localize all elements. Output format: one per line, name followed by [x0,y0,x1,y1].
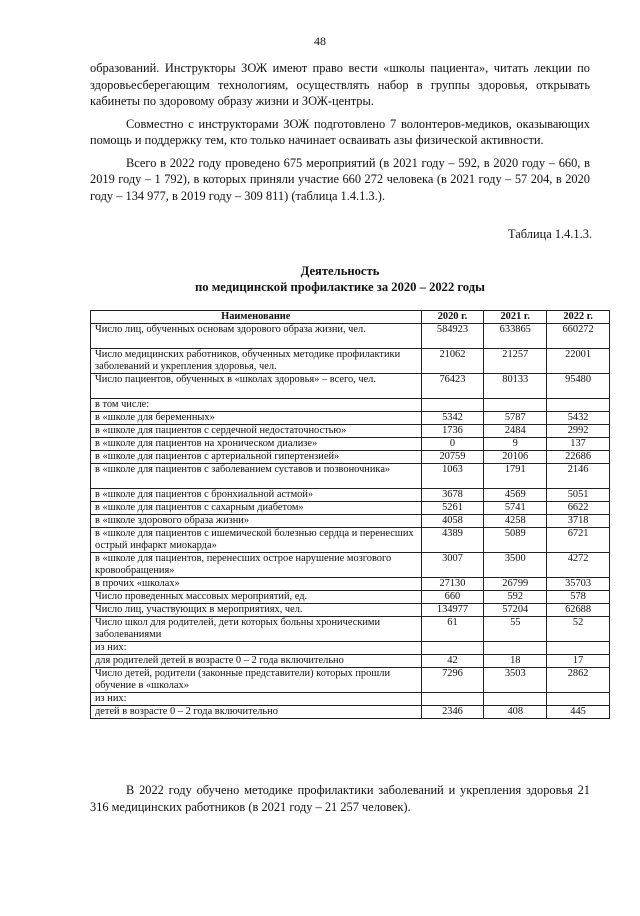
header-2020: 2020 г. [421,311,484,324]
row-2022-cell: 35703 [547,578,610,591]
row-name-cell: в «школе для пациентов с артериальной гипертензией» [91,451,422,464]
row-2020-cell: 5261 [421,502,484,515]
row-2022-cell: 445 [547,706,610,719]
row-name-cell: в «школе здорового образа жизни» [91,515,422,528]
page-number: 48 [314,34,326,48]
row-2022-cell [547,399,610,412]
table-row [91,617,610,642]
row-2021-cell: 3500 [484,553,547,578]
row-2020-cell: 1063 [421,464,484,489]
table-row [91,464,610,489]
row-2021-cell: 4258 [484,515,547,528]
row-2021-cell: 20106 [484,451,547,464]
row-name-cell: Число медицинских работников, обученных методике профилактики заболеваний и укрепления здоровья, чел. [91,349,422,374]
row-2021-cell: 26799 [484,578,547,591]
table-row [91,642,610,655]
row-2022-cell: 660272 [547,324,610,349]
header-name: Наименование [91,311,422,324]
table-row [91,528,610,553]
table-row [91,438,610,451]
table-caption: Таблица 1.4.1.3. [508,227,592,241]
table-title-line-2: по медицинской профилактике за 2020 – 2022 годы [195,280,485,294]
paragraph-2: Совместно с инструкторами ЗОЖ подготовлено 7 волонтеров-медиков, оказывающих помощь и поддержку тем, кто только начинает осваивать азы физической активности. [90,116,590,147]
row-2021-cell [484,399,547,412]
row-2020-cell: 7296 [421,668,484,693]
row-2020-cell: 584923 [421,324,484,349]
row-2021-cell: 1791 [484,464,547,489]
row-2021-cell: 2484 [484,425,547,438]
paragraph-3: Всего в 2022 году проведено 675 мероприятий (в 2021 году – 592, в 2020 году – 660, в 2019 году – 1 792), в которых приняли участие 660 272 человека (в 2021 году – 57 204, в 2020 году – 134 977, в 2019 году – 309 811) (таблица 1.4.1.3.). [90,155,590,203]
prevention-table [90,310,610,719]
table-row [91,489,610,502]
row-2021-cell: 18 [484,655,547,668]
row-2021-cell: 633865 [484,324,547,349]
table-row [91,412,610,425]
row-name-cell: Число проведенных массовых мероприятий, ед. [91,591,422,604]
row-2022-cell: 3718 [547,515,610,528]
footer-text [90,782,590,815]
row-2022-cell: 6721 [547,528,610,553]
row-name-cell: в том числе: [91,399,422,412]
table-row [91,553,610,578]
row-2022-cell: 62688 [547,604,610,617]
row-2022-cell: 5432 [547,412,610,425]
table-row [91,399,610,412]
table-row [91,693,610,706]
row-2022-cell: 52 [547,617,610,642]
row-2022-cell [547,642,610,655]
paragraph-1: образований. Инструкторы ЗОЖ имеют право вести «школы пациента», читать лекции по здоровьесберегающим технологиям, осуществлять набор в группы здоровья, открывать кабинеты по здоровому образу жизни и ЗОЖ-центры. [90,61,590,108]
row-2022-cell: 4272 [547,553,610,578]
row-2021-cell: 408 [484,706,547,719]
row-2022-cell: 22686 [547,451,610,464]
row-2020-cell: 4389 [421,528,484,553]
row-2020-cell: 134977 [421,604,484,617]
row-2022-cell [547,693,610,706]
row-2022-cell: 6622 [547,502,610,515]
row-2020-cell: 2346 [421,706,484,719]
row-2021-cell: 9 [484,438,547,451]
row-name-cell: Число школ для родителей, дети которых больны хроническими заболеваниями [91,617,422,642]
row-2020-cell: 5342 [421,412,484,425]
row-2020-cell: 20759 [421,451,484,464]
row-name-cell: в «школе для пациентов с бронхиальной астмой» [91,489,422,502]
row-name-cell: из них: [91,642,422,655]
row-name-cell: в «школе для пациентов с ишемической болезнью сердца и перенесших острый инфаркт миокарда» [91,528,422,553]
row-name-cell: в «школе для пациентов, перенесших острое нарушение мозгового кровообращения» [91,553,422,578]
row-name-cell: из них: [91,693,422,706]
row-2020-cell: 27130 [421,578,484,591]
table-row [91,591,610,604]
table-row [91,706,610,719]
table-row [91,604,610,617]
row-2020-cell: 3678 [421,489,484,502]
row-2022-cell: 578 [547,591,610,604]
row-name-cell: Число детей, родители (законные представители) которых прошли обучение в «школах» [91,668,422,693]
row-2021-cell: 5089 [484,528,547,553]
row-2020-cell: 1736 [421,425,484,438]
row-2020-cell: 3007 [421,553,484,578]
row-2021-cell: 5741 [484,502,547,515]
row-2021-cell [484,693,547,706]
row-2021-cell: 80133 [484,374,547,399]
header-2021: 2021 г. [484,311,547,324]
row-2020-cell [421,642,484,655]
row-name-cell: детей в возрасте 0 – 2 года включительно [91,706,422,719]
row-2021-cell: 4569 [484,489,547,502]
row-2022-cell: 17 [547,655,610,668]
row-2021-cell: 55 [484,617,547,642]
row-2020-cell: 21062 [421,349,484,374]
table-row [91,515,610,528]
row-2020-cell: 660 [421,591,484,604]
row-2021-cell: 57204 [484,604,547,617]
row-name-cell: для родителей детей в возрасте 0 – 2 года включительно [91,655,422,668]
table-row [91,349,610,374]
row-name-cell: в «школе для пациентов с сахарным диабетом» [91,502,422,515]
row-name-cell: Число лиц, обученных основам здорового образа жизни, чел. [91,324,422,349]
table-title [90,263,590,295]
table-title-line-1: Деятельность [300,264,380,278]
table-row [91,668,610,693]
row-2020-cell: 0 [421,438,484,451]
table-header-row [91,311,610,324]
row-2020-cell: 76423 [421,374,484,399]
row-name-cell: в «школе для пациентов с заболеванием суставов и позвоночника» [91,464,422,489]
row-name-cell: Число лиц, участвующих в мероприятиях, чел. [91,604,422,617]
header-2022: 2022 г. [547,311,610,324]
row-name-cell: в прочих «школах» [91,578,422,591]
row-2021-cell: 21257 [484,349,547,374]
table-row [91,324,610,349]
row-name-cell: Число пациентов, обученных в «школах здоровья» – всего, чел. [91,374,422,399]
row-2021-cell: 592 [484,591,547,604]
table-row [91,578,610,591]
row-2020-cell [421,693,484,706]
body-text [90,60,590,210]
row-2022-cell: 137 [547,438,610,451]
row-2021-cell: 5787 [484,412,547,425]
row-name-cell: в «школе для беременных» [91,412,422,425]
footer-paragraph: В 2022 году обучено методике профилактики заболеваний и укрепления здоровья 21 316 медицинских работников (в 2021 году – 21 257 человек). [90,783,590,814]
row-2020-cell: 42 [421,655,484,668]
row-2021-cell: 3503 [484,668,547,693]
table-row [91,502,610,515]
row-2022-cell: 2862 [547,668,610,693]
row-name-cell: в «школе для пациентов с сердечной недостаточностью» [91,425,422,438]
row-2022-cell: 2992 [547,425,610,438]
table-row [91,655,610,668]
row-2022-cell: 22001 [547,349,610,374]
row-2022-cell: 5051 [547,489,610,502]
row-2020-cell: 4058 [421,515,484,528]
row-2020-cell [421,399,484,412]
table-row [91,451,610,464]
row-2021-cell [484,642,547,655]
row-2022-cell: 2146 [547,464,610,489]
table-row [91,374,610,399]
row-name-cell: в «школе для пациентов на хроническом диализе» [91,438,422,451]
row-2020-cell: 61 [421,617,484,642]
table-row [91,425,610,438]
row-2022-cell: 95480 [547,374,610,399]
